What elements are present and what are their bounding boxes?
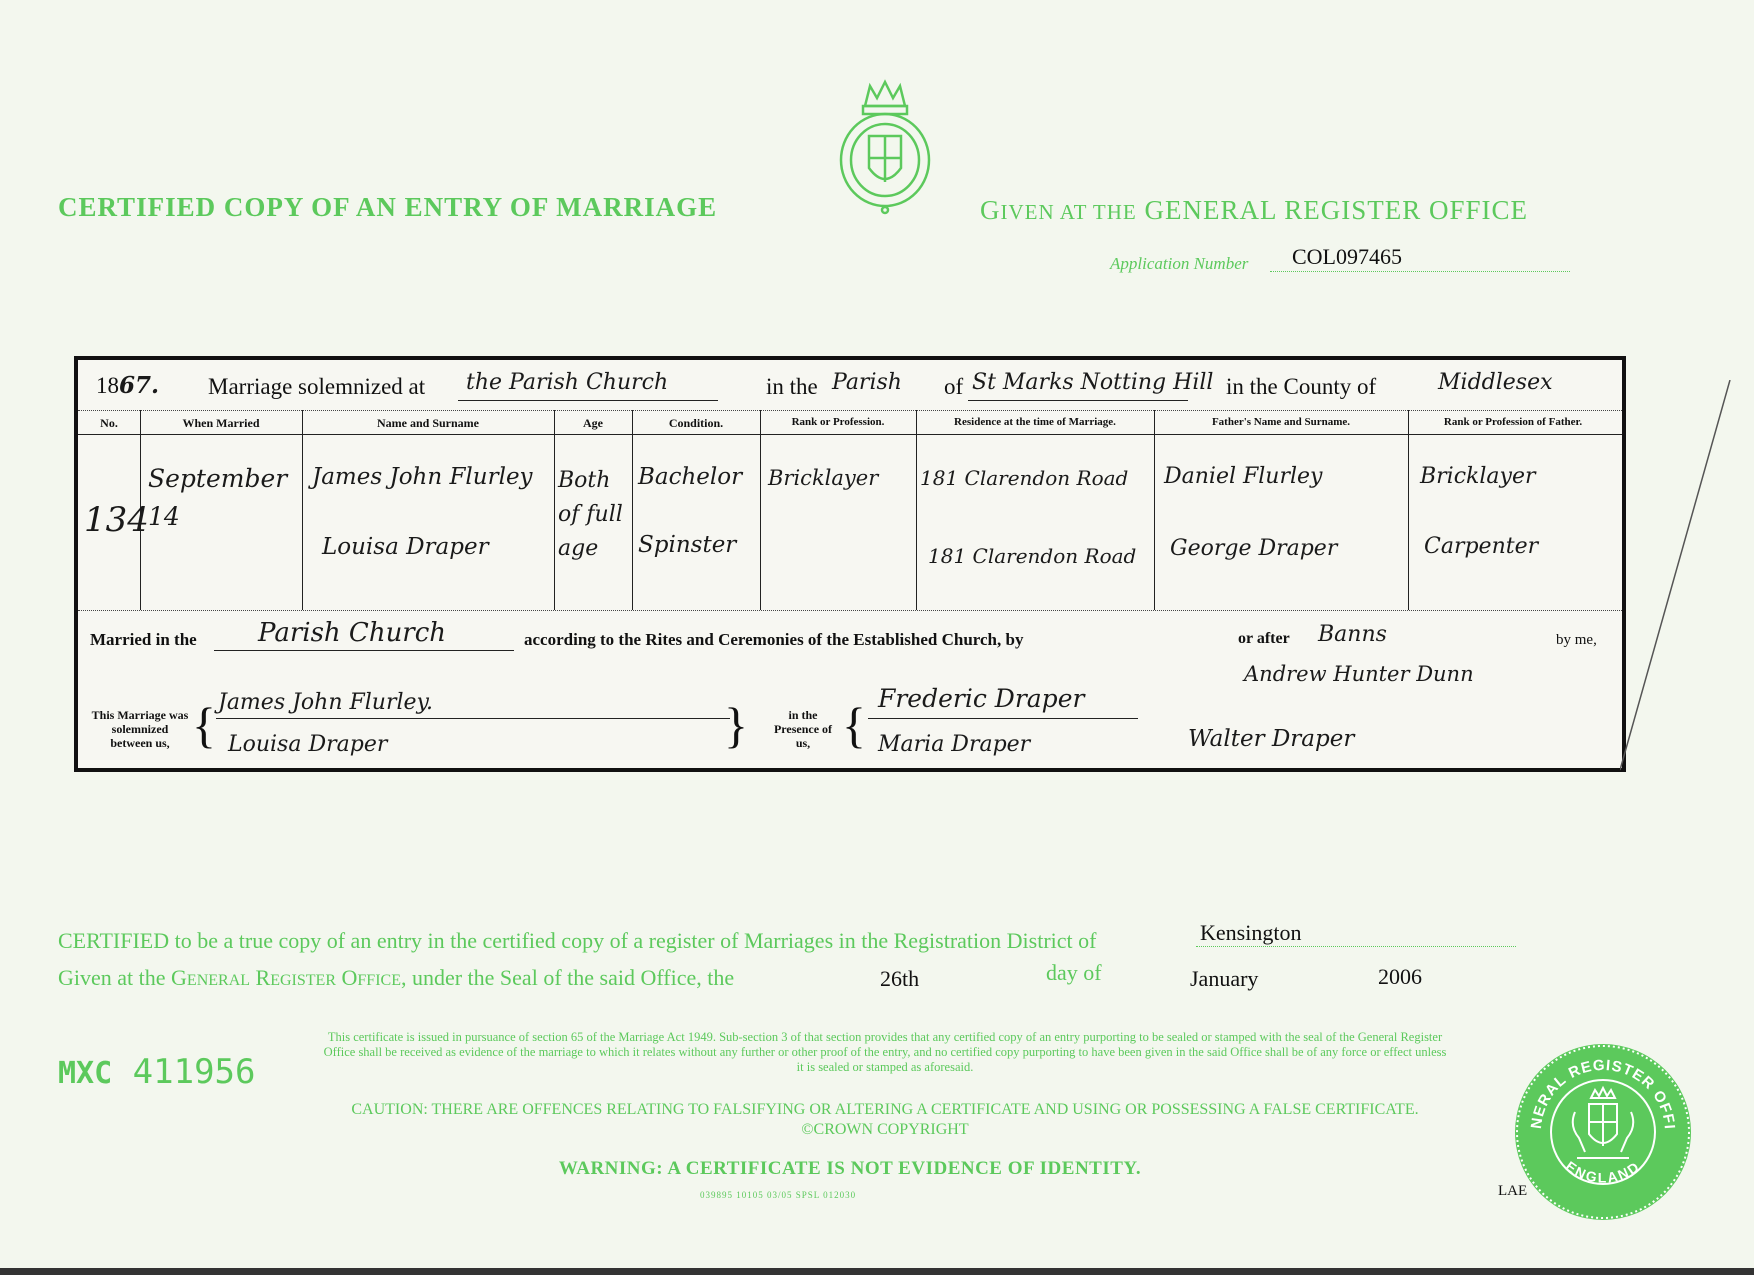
rites-text: according to the Rites and Ceremonies of the Established Church, by xyxy=(524,630,1024,649)
seal-bottom-text: ENGLAND xyxy=(1562,1157,1644,1186)
certificate-title: CERTIFIED COPY OF AN ENTRY OF MARRIAGE xyxy=(58,192,718,222)
identity-warning: WARNING: A CERTIFICATE IS NOT EVIDENCE OF IDENTITY. xyxy=(558,1158,1142,1179)
witness-1-signature: Frederic Draper xyxy=(878,684,1085,713)
col-header-name: Name and Surname xyxy=(376,416,479,430)
application-number-label: Application Number xyxy=(1110,254,1249,273)
after-label: or after xyxy=(1238,630,1290,647)
col-header-when: When Married xyxy=(182,416,260,430)
ages: Both of full age xyxy=(558,468,623,561)
of-label: of xyxy=(944,374,964,399)
witness-3-signature: Walter Draper xyxy=(1188,726,1355,752)
col-header-father-rank: Rank or Profession of Father. xyxy=(1443,416,1583,428)
district-type: Parish xyxy=(832,370,902,395)
solemnized-between-label: This Marriage was solemnized between us, xyxy=(91,708,189,750)
caution-notice: CAUTION: THERE ARE OFFENCES RELATING TO FALSIFYING OR ALTERING A CERTIFICATE AND USING OR POSSESSING A FALSE CERTIFICATE. ©CROWN COPYRIGHT xyxy=(351,1101,1419,1138)
lae-mark: LAE xyxy=(1498,1183,1528,1199)
certificate-month: January xyxy=(1190,966,1259,991)
groom-name: James John Flurley xyxy=(312,464,533,490)
groom-signature: James John Flurley. xyxy=(218,690,434,715)
county-label: in the County of xyxy=(1226,374,1377,399)
bride-condition: Spinster xyxy=(638,532,737,558)
groom-father-profession: Bricklayer xyxy=(1420,464,1536,489)
in-the-label: in the xyxy=(766,374,818,399)
royal-crest-icon xyxy=(835,78,935,223)
certification-line-2: Given at the GENERAL REGISTER OFFICE, under the Seal of the said Office, the xyxy=(58,965,735,990)
date-married: September 14 xyxy=(148,464,288,531)
bride-signature: Louisa Draper xyxy=(228,732,388,757)
bride-residence: 181 Clarendon Road xyxy=(928,544,1137,568)
certification-block xyxy=(58,922,1096,999)
register-office-seal-icon xyxy=(1513,1042,1693,1227)
col-header-age: Age xyxy=(583,416,603,430)
col-header-father: Father's Name and Surname. xyxy=(1211,416,1351,428)
certificate-day: 26th xyxy=(880,966,920,991)
col-header-condition: Condition. xyxy=(668,416,724,430)
county-name: Middlesex xyxy=(1438,370,1553,395)
bride-name: Louisa Draper xyxy=(322,534,489,560)
parish-name: St Marks Notting Hill xyxy=(972,370,1214,395)
application-number-underline xyxy=(1270,271,1570,272)
bride-father-profession: Carpenter xyxy=(1424,534,1539,559)
groom-profession: Bricklayer xyxy=(768,466,879,490)
col-header-no: No. xyxy=(100,416,118,430)
certificate-year: 2006 xyxy=(1378,964,1422,989)
married-in-label: Married in the xyxy=(90,630,197,649)
entry-number: 134 xyxy=(84,500,149,540)
seal-top-text: NERAL REGISTER OFFI xyxy=(1527,1056,1678,1131)
groom-condition: Bachelor xyxy=(638,464,743,490)
marriage-register-entry: 1867. Marriage solemnized at the Parish Church in the Parish of St Marks Notting Hill in the County of Middlesex No. When Married Name and Surname Age Condition. Rank or Profession. Residence at the time of Marriage. Father's Name and Surname. Rank or Profession of Father. 134 September 14 James John Flurley Louisa Draper Both of full age Bachelor Spinster Bricklayer 181 Clarendon Road 181 Clarendon Road Daniel Flurley George Draper Bricklayer Carpenter Married in the Parish Church according to the Rites and Ceremonies of the Established Church, by or after Banns by me, Andrew Hunter Dunn This Marriage was solemnized between us, { James John Flurley. Louisa Draper } in the Presence of us, { Frederic Draper Maria Draper Walter Draper xyxy=(74,356,1626,772)
col-header-residence: Residence at the time of Marriage. xyxy=(954,416,1116,428)
after-value: Banns xyxy=(1318,622,1387,647)
serial-number: MXC 411956 xyxy=(58,1052,256,1092)
day-of-label: day of xyxy=(1046,960,1102,985)
print-codes: 039895 10105 03/05 SPSL 012030 xyxy=(700,1190,857,1200)
registration-district: Kensington xyxy=(1200,920,1302,945)
groom-father: Daniel Flurley xyxy=(1164,464,1323,489)
application-number: COL097465 xyxy=(1292,244,1402,269)
solemnized-label: Marriage solemnized at xyxy=(208,374,426,399)
presence-label: in the Presence of us, xyxy=(773,708,833,750)
given-at-office: GIVEN AT THE GENERAL REGISTER OFFICE xyxy=(980,195,1528,225)
bride-father: George Draper xyxy=(1170,536,1338,561)
scan-edge xyxy=(0,1268,1754,1275)
officiant-signature: Andrew Hunter Dunn xyxy=(1244,662,1474,686)
certification-line-1: CERTIFIED to be a true copy of an entry in the certified copy of a register of Marriages in the Registration District of xyxy=(58,928,1097,953)
page-fold-line xyxy=(1620,380,1740,780)
by-me-label: by me, xyxy=(1556,632,1597,648)
place-of-marriage: the Parish Church xyxy=(466,370,669,395)
married-in-value: Parish Church xyxy=(258,618,447,648)
col-header-rank: Rank or Profession. xyxy=(791,416,885,428)
legal-notice: This certificate is issued in pursuance of section 65 of the Marriage Act 1949. Sub-section 3 of that section provides that any certified copy of an entry purporting to be sealed or stamped with the seal of the General Register Office shall be received as evidence of the marriage to which it relates without any further or other proof of the entry, and no certified copy purporting to have been given in the said Office shall be of any force or effect unless it is sealed or stamped as aforesaid. xyxy=(323,1030,1447,1074)
groom-residence: 181 Clarendon Road xyxy=(920,466,1129,490)
witness-2-signature: Maria Draper xyxy=(878,732,1031,757)
entry-year: 1867. xyxy=(96,372,160,399)
